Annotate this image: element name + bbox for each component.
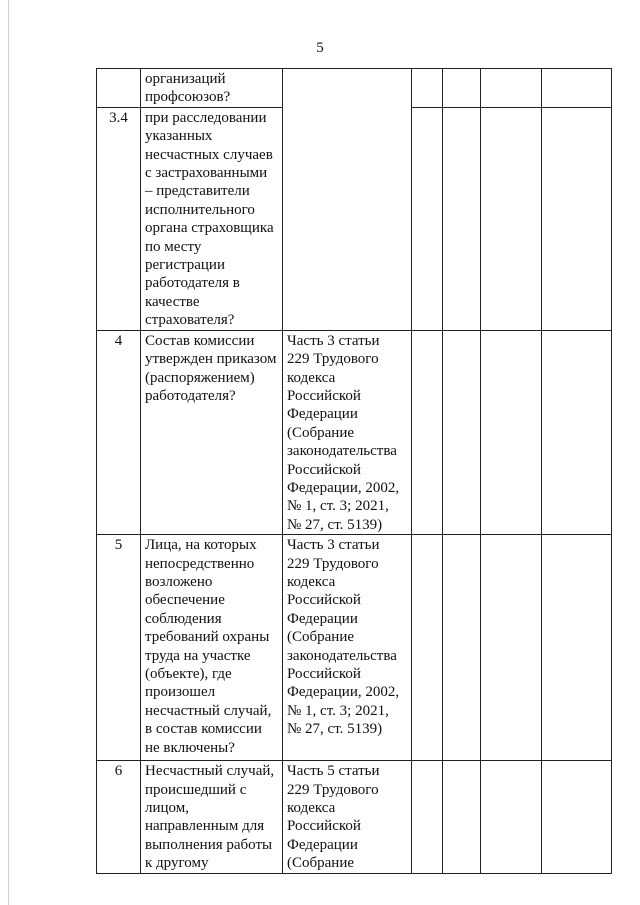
question-line: несчастный случай, [145,702,272,719]
cell-answer-blank [481,330,542,534]
item-number: 4 [114,332,123,349]
cell-item-number [97,535,141,761]
cell-question [141,107,283,330]
question-line: при расследовании [145,109,267,126]
question-line: не включены? [145,739,235,756]
question-line: Состав комиссии [145,332,255,349]
question-line: работодателя? [145,387,236,404]
item-number: 6 [114,763,123,780]
cell-answer-blank [542,107,612,330]
cell-question [141,761,283,873]
basis-line: Российской [287,666,361,682]
table-row [97,761,612,873]
basis-line: № 1, ст. 3; 2021, [287,702,389,719]
basis-line: Часть 5 статьи [287,763,380,780]
checklist-table [96,68,612,874]
basis-line: Федерации, 2002, [287,684,400,701]
basis-line: кодекса [287,799,336,816]
table-row [97,69,612,108]
question-line: направленным для [145,818,265,835]
basis-line: законодательства [287,443,397,460]
cell-answer-blank [542,69,612,108]
basis-line: Российской [287,818,361,835]
basis-line: кодекса [287,369,336,386]
question-line: произошел [145,684,216,701]
question-line: требований охраны [145,629,270,646]
basis-line: (Собрание [287,424,355,441]
cell-answer-blank [481,761,542,873]
cell-item-number [97,761,141,873]
question-line: утвержден приказом [145,351,277,368]
basis-line: Федерации [287,610,358,627]
cell-question [141,330,283,534]
page-left-edge [8,0,9,905]
cell-answer-blank [443,330,481,534]
cell-legal-basis [283,535,412,761]
question-line: несчастных случаев [145,146,273,163]
cell-legal-basis [283,69,412,331]
basis-line: № 27, ст. 5139) [287,516,383,533]
question-line: – представители [145,183,250,200]
basis-line: законодательства [287,647,397,664]
basis-line: (Собрание [287,629,355,646]
basis-line: Федерации, 2002, [287,479,400,496]
question-line: непосредственно [145,555,255,572]
basis-line: Российской [287,387,361,404]
cell-answer-blank [481,535,542,761]
question-line: выполнения работы [145,836,273,853]
cell-item-number [97,107,141,330]
basis-line: Часть 3 статьи [287,332,380,349]
basis-line: (Собрание [287,855,355,872]
basis-line: 229 Трудового [287,781,379,798]
question-line: органа страховщика [145,220,274,237]
question-line: организаций [145,71,226,87]
question-line: лицом, [145,799,189,816]
question-line: Несчастный случай, [145,763,275,780]
question-line: профсоюзов? [145,89,231,106]
page-number: 5 [316,40,324,56]
cell-answer-blank [542,761,612,873]
cell-question [141,69,283,108]
basis-line: Российской [287,592,361,609]
question-line: к другому [145,855,209,872]
question-line: (объекте), где [145,666,232,682]
item-number: 3.4 [109,109,128,126]
table-row [97,330,612,534]
cell-item-number [97,330,141,534]
cell-answer-blank [443,107,481,330]
basis-line: Федерации [287,836,358,853]
basis-line: Российской [287,461,361,478]
basis-line: кодекса [287,573,336,590]
cell-answer-blank [481,69,542,108]
basis-line: 229 Трудового [287,351,379,368]
question-line: (распоряжением) [145,369,255,386]
question-line: по месту [145,238,202,255]
question-line: качестве [145,293,200,310]
cell-legal-basis [283,330,412,534]
cell-answer-blank [443,761,481,873]
question-line: возложено [145,573,213,590]
question-line: регистрации [145,257,225,274]
cell-legal-basis [283,761,412,873]
cell-answer-blank [542,330,612,534]
cell-answer-blank [412,761,443,873]
basis-line: Часть 3 статьи [287,537,380,554]
cell-item-number [97,69,141,108]
question-line: Лица, на которых [145,537,257,554]
question-line: исполнительного [145,201,255,218]
cell-answer-blank [412,69,443,108]
cell-answer-blank [412,330,443,534]
question-line: обеспечение [145,592,225,609]
cell-answer-blank [443,535,481,761]
cell-answer-blank [412,535,443,761]
question-line: с застрахованными [145,165,268,182]
question-line: указанных [145,128,213,145]
basis-line: Федерации [287,406,358,423]
basis-line: 229 Трудового [287,555,379,572]
cell-answer-blank [443,69,481,108]
item-number: 5 [114,537,123,554]
question-line: страхователя? [145,312,235,329]
cell-answer-blank [412,107,443,330]
question-line: работодателя в [145,275,240,292]
cell-question [141,535,283,761]
question-line: в состав комиссии [145,721,262,738]
question-line: соблюдения [145,610,222,627]
question-line: труда на участке [145,647,251,664]
cell-answer-blank [481,107,542,330]
basis-line: № 1, ст. 3; 2021, [287,498,389,515]
cell-answer-blank [542,535,612,761]
table-row [97,535,612,761]
basis-line: № 27, ст. 5139) [287,721,383,738]
question-line: происшедший с [145,781,247,798]
